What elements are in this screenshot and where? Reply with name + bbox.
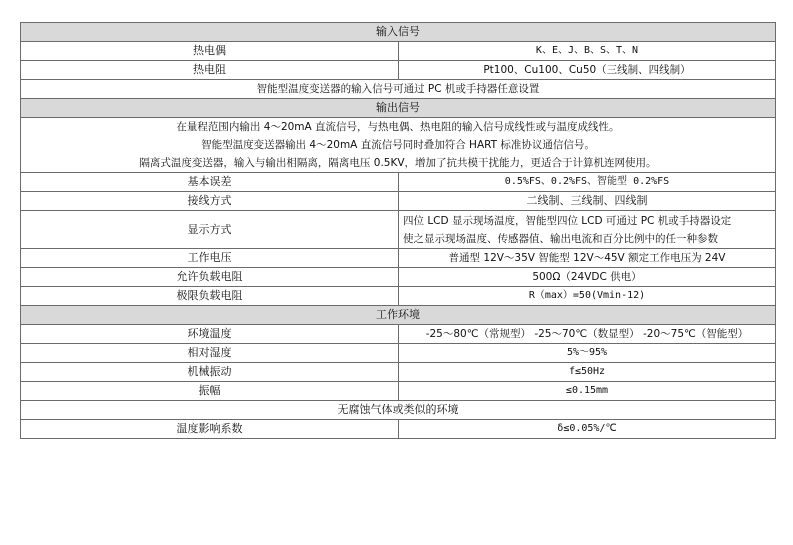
table-row xyxy=(21,344,776,363)
section-title: 工作环境 xyxy=(21,306,776,325)
row-value: f≤50Hz xyxy=(399,363,776,382)
spec-table xyxy=(20,22,776,439)
row-value: 0.5%FS、0.2%FS、智能型 0.2%FS xyxy=(399,173,776,192)
table-row xyxy=(21,61,776,80)
output-description xyxy=(21,118,776,173)
table-row xyxy=(21,268,776,287)
row-value: R（max）=50(Vmin-12) xyxy=(399,287,776,306)
description-line: 智能型温度变送器输出 4～20mA 直流信号同时叠加符合 HART 标准协议通信信号。 xyxy=(201,139,595,151)
row-value: Pt100、Cu100、Cu50（三线制、四线制） xyxy=(399,61,776,80)
row-value: -25～80℃（常规型） -25～70℃（数显型） -20～75℃（智能型） xyxy=(399,325,776,344)
row-label: 允许负载电阻 xyxy=(21,268,399,287)
table-row xyxy=(21,325,776,344)
row-label: 显示方式 xyxy=(21,211,399,249)
section-title: 输入信号 xyxy=(21,23,776,42)
table-row xyxy=(21,80,776,99)
table-row xyxy=(21,211,776,249)
input-note: 智能型温度变送器的输入信号可通过 PC 机或手持器任意设置 xyxy=(21,80,776,99)
display-line: 四位 LCD 显示现场温度，智能型四位 LCD 可通过 PC 机或手持器设定 xyxy=(403,214,732,227)
table-row xyxy=(21,382,776,401)
table-row xyxy=(21,42,776,61)
display-line: 使之显示现场温度、传感器值、输出电流和百分比例中的任一种参数 xyxy=(403,232,718,245)
table-row xyxy=(21,401,776,420)
row-label: 工作电压 xyxy=(21,249,399,268)
row-value: 5%～95% xyxy=(399,344,776,363)
row-label: 基本误差 xyxy=(21,173,399,192)
table-row xyxy=(21,118,776,173)
section-title: 输出信号 xyxy=(21,99,776,118)
table-row xyxy=(21,249,776,268)
row-value: 500Ω（24VDC 供电） xyxy=(399,268,776,287)
row-value: ≤0.15mm xyxy=(399,382,776,401)
description-line: 在量程范围内输出 4～20mA 直流信号，与热电偶、热电阻的输入信号成线性或与温度成线性。 xyxy=(176,121,620,133)
row-label: 相对湿度 xyxy=(21,344,399,363)
section-environment-header xyxy=(21,306,776,325)
description-line: 隔离式温度变送器，输入与输出相隔离，隔离电压 0.5KV，增加了抗共模干扰能力，更适合于计算机连网使用。 xyxy=(139,157,657,169)
row-value: δ≤0.05%/℃ xyxy=(399,420,776,439)
section-output-header xyxy=(21,99,776,118)
row-value: 普通型 12V～35V 智能型 12V～45V 额定工作电压为 24V xyxy=(399,249,776,268)
row-label: 温度影响系数 xyxy=(21,420,399,439)
row-label: 振幅 xyxy=(21,382,399,401)
row-value xyxy=(399,211,776,249)
row-label: 接线方式 xyxy=(21,192,399,211)
table-row xyxy=(21,173,776,192)
section-input-header xyxy=(21,23,776,42)
row-label: 极限负载电阻 xyxy=(21,287,399,306)
row-label: 热电偶 xyxy=(21,42,399,61)
row-value: K、E、J、B、S、T、N xyxy=(399,42,776,61)
table-row xyxy=(21,287,776,306)
row-label: 热电阻 xyxy=(21,61,399,80)
table-row xyxy=(21,420,776,439)
row-label: 环境温度 xyxy=(21,325,399,344)
row-value: 二线制、三线制、四线制 xyxy=(399,192,776,211)
environment-note: 无腐蚀气体或类似的环境 xyxy=(21,401,776,420)
table-row xyxy=(21,192,776,211)
table-row xyxy=(21,363,776,382)
row-label: 机械振动 xyxy=(21,363,399,382)
